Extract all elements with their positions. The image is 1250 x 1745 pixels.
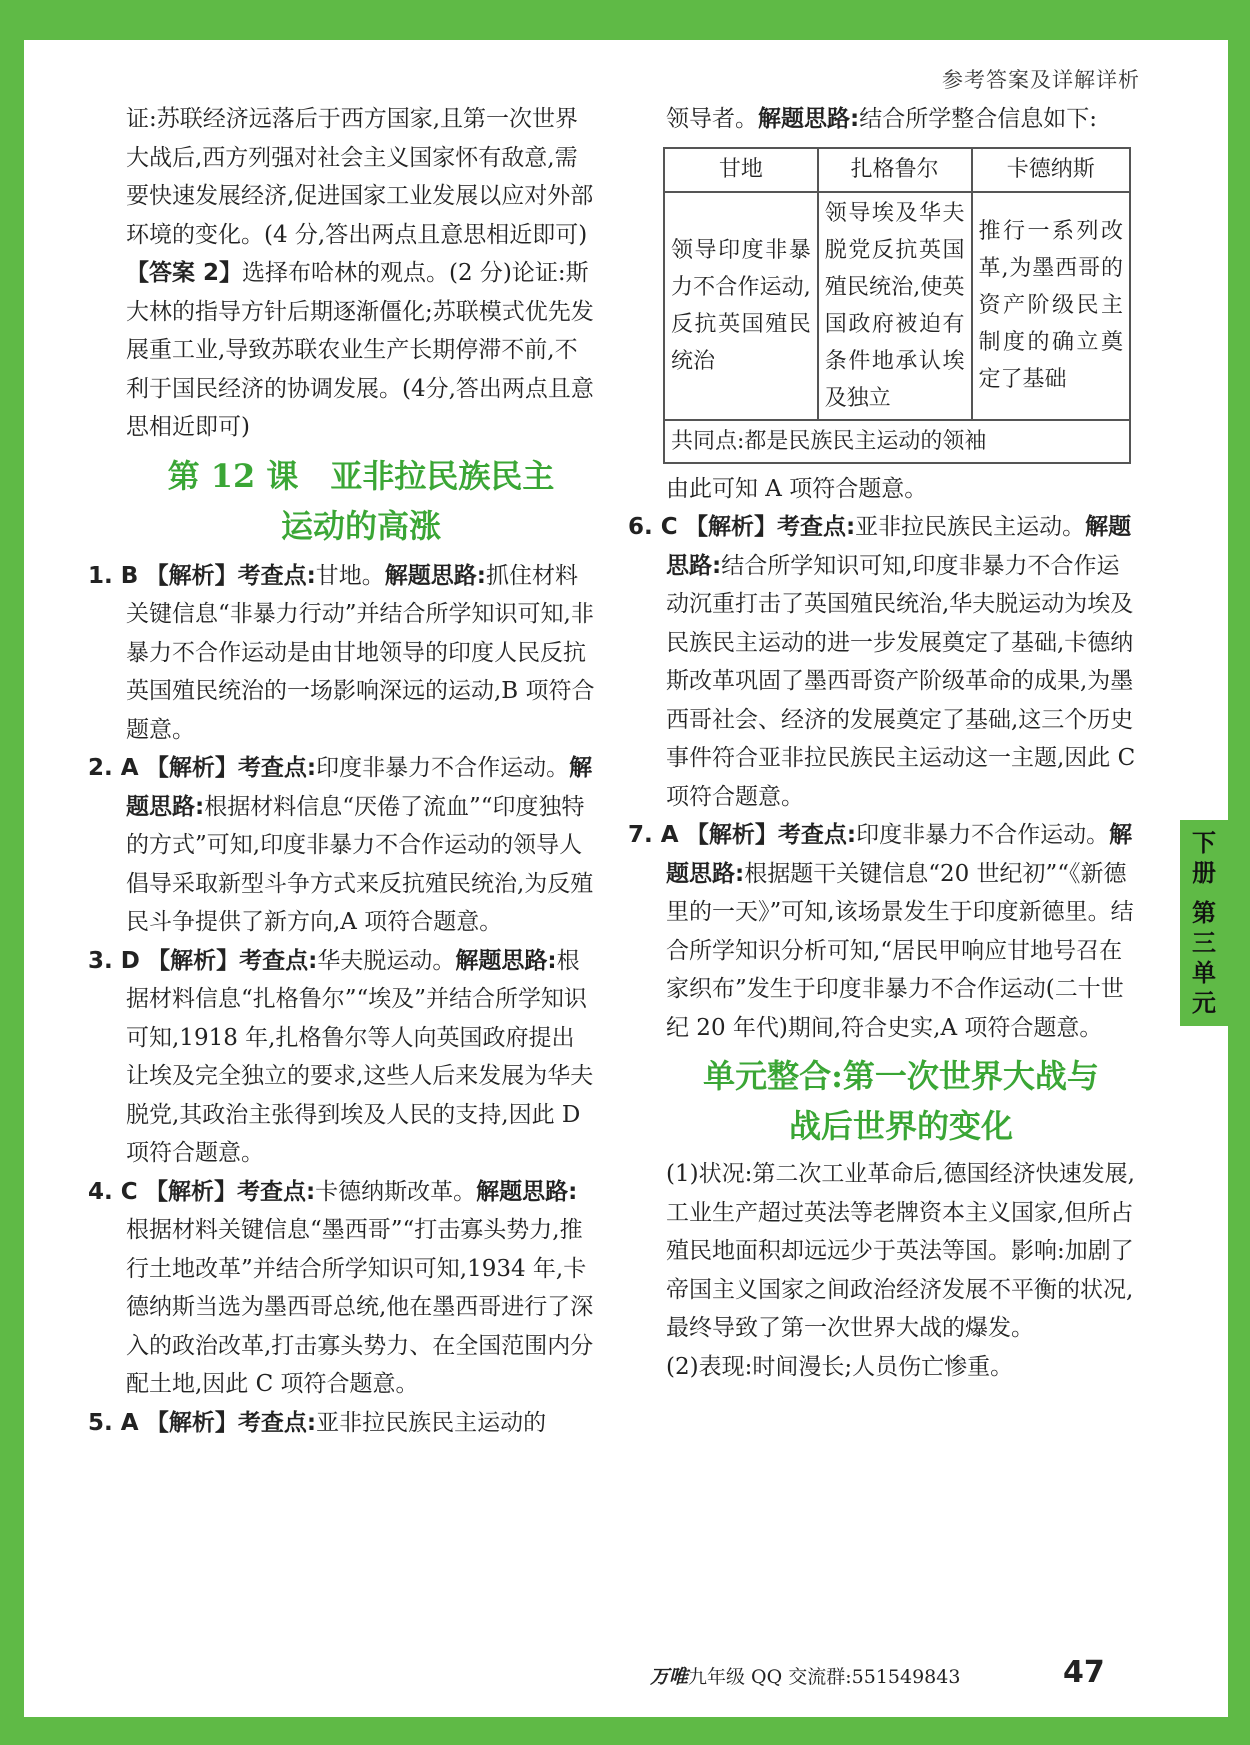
answer-2-tag: 【答案 2】 [126,260,243,286]
answer-2-text: 选择布哈林的观点。(2 分)论证:斯大林的指导方针后期逐渐僵化;苏联模式优先发展重工业,导致苏联农业生产长期停滞不前,不利于国民经济的协调发展。(4分,答出两点且意思相近即可) [126,260,594,440]
item-key: 解题思路: [666,822,1133,887]
paragraph-continued: 证:苏联经济远落后于西方国家,且第一次世界大战后,西方列强对社会主义国家怀有敌意,需要快速发展经济,促进国家工业发展以应对外部环境的变化。(4 分,答出两点且意思相近即可) [126,106,594,248]
item-number: 7. A [628,822,679,848]
item-number: 4. C [88,1178,138,1205]
volume-label: 下 册 [1192,829,1216,887]
item-tag: 【解析】 [144,1178,237,1205]
table-header: 扎格鲁尔 [818,148,972,192]
item-key: 考查点: [239,947,318,974]
answer-item-6 [628,508,1136,816]
item-text: 结合所学整合信息如下: [859,106,1097,132]
table-header-row [664,148,1130,192]
section-title-line2: 战后世界的变化 [788,1107,1013,1145]
table-header: 甘地 [664,148,818,192]
table-common-cell: 共同点:都是民族民主运动的领袖 [664,420,1130,463]
brand-logo: 万唯 [650,1666,689,1688]
item-key: 考查点: [237,1409,317,1436]
item-key: 考查点: [237,562,316,589]
item-text: 根据材料信息“扎格鲁尔”“埃及”并结合所学知识可知,1918 年,扎格鲁尔等人向英国政府提出让埃及完全独立的要求,这些人后来发展为华夫脱党,其政治主张得到埃及人民的支持,因此 D 项符合题意。 [126,947,594,1166]
item-tag: 【解析】 [147,947,240,974]
item-tag: 【解析】 [684,514,777,540]
after-table-text: 由此可知 A 项符合题意。 [666,475,928,502]
answer-item-3 [88,942,596,1173]
green-frame-right [1228,0,1250,1745]
item-text: 印度非暴力不合作运动。 [856,822,1110,848]
green-frame-bottom [0,1717,1250,1745]
item-text: 印度非暴力不合作运动。 [316,755,570,781]
section-answer-1: (1)状况:第二次工业革命后,德国经济快速发展,工业生产超过英法等老牌资本主义国家,但所占殖民地面积却远远少于英法等国。影响:加剧了帝国主义国家之间政治经济发展不平衡的状况,最终导致了第一次世界大战的爆发。 [666,1161,1135,1341]
item-text: 根据材料关键信息“墨西哥”“打击寡头势力,推行土地改革”并结合所学知识可知,1934 年,卡德纳斯当选为墨西哥总统,他在墨西哥进行了深入的政治改革,打击寡头势力、在全国范围内分配土地,因此 C 项符合题意。 [126,1217,594,1397]
answer-item-7 [628,816,1136,1047]
item-key: 解题思路: [384,562,486,589]
lesson-title-line1: 第 12 课 亚非拉民族民主 [167,456,555,495]
table-cell: 领导印度非暴力不合作运动,反抗英国殖民统治 [664,192,818,420]
answer-item-4 [88,1173,596,1404]
item-key: 考查点: [237,755,317,781]
table-cell: 推行一系列改革,为墨西哥的资产阶级民主制度的确立奠定了基础 [972,192,1130,420]
item-key: 考查点: [776,514,856,540]
item-number: 1. B [88,562,139,589]
answer-item-1 [88,557,596,750]
table-header: 卡德纳斯 [972,148,1130,192]
item-text: 亚非拉民族民主运动。 [855,514,1086,540]
running-head: 参考答案及详解详析 [942,68,1140,92]
item-5-continued [666,100,1136,139]
item-number: 5. A [88,1409,139,1436]
item-number: 2. A [88,755,139,781]
volume-unit-tab [1180,820,1228,1026]
unit-label: 第 三 单 元 [1192,899,1216,1017]
table-row [664,192,1130,420]
page-number: 47 [1063,1655,1105,1690]
answer-item-5 [88,1404,596,1443]
item-key: 解题思路: [476,1178,578,1205]
item-text: 根据题干关键信息“20 世纪初”“《新德里的一天》”可知,该场景发生于印度新德里。结合所学知识分析可知,“居民甲响应甘地号召在家织布”发生于印度非暴力不合作运动(二十世纪 20 年代)期间,符合史实,A 项符合题意。 [666,860,1134,1041]
footer [650,1662,960,1689]
item-number: 6. C [628,514,678,540]
comparison-table [663,147,1131,464]
table-row [664,420,1130,463]
table-cell: 领导埃及华夫脱党反抗英国殖民统治,使英国政府被迫有条件地承认埃及独立 [818,192,972,420]
item-key: 解题思路: [666,514,1132,579]
answer-item-2 [88,749,596,942]
item-tag: 【解析】 [685,822,778,848]
item-text: 结合所学知识可知,印度非暴力不合作运动沉重打击了英国殖民统治,华夫脱运动为埃及民族民主运动的进一步发展奠定了基础,卡德纳斯改革巩固了墨西哥资产阶级革命的成果,为墨西哥社会、经济的发展奠定了基础,这三个历史事件符合亚非拉民族民主运动这一主题,因此 C 项符合题意。 [666,552,1136,810]
answer-2 [126,254,596,447]
left-column [88,100,596,1442]
right-column [628,100,1136,1386]
item-tag: 【解析】 [145,755,238,781]
section-title [666,1051,1136,1151]
item-key: 考查点: [777,822,857,848]
footer-text: 九年级 QQ 交流群:551549843 [688,1666,961,1688]
green-frame-top [0,0,1250,40]
item-tag: 【解析】 [145,1409,238,1436]
item-text: 卡德纳斯改革。 [315,1178,477,1205]
item-text: 领导者。 [666,106,758,132]
item-text: 抓住材料关键信息“非暴力行动”并结合所学知识可知,非暴力不合作运动是由甘地领导的印度人民反抗英国殖民统治的一场影响深远的运动,B 项符合题意。 [126,562,595,743]
item-text: 根据材料信息“厌倦了流血”“印度独特的方式”可知,印度非暴力不合作运动的领导人倡导采取新型斗争方式来反抗殖民统治,为反殖民斗争提供了新方向,A 项符合题意。 [126,793,594,935]
lesson-title-line2: 运动的高涨 [280,506,441,545]
item-text: 甘地。 [315,562,385,589]
item-key: 解题思路: [126,755,593,820]
section-answer-2: (2)表现:时间漫长;人员伤亡惨重。 [666,1353,1014,1380]
item-key: 解题思路: [455,947,557,974]
green-frame-left [0,0,24,1745]
item-text: 亚非拉民族民主运动的 [316,1409,547,1436]
item-key: 考查点: [236,1178,316,1205]
item-number: 3. D [88,947,140,974]
section-title-line1: 单元整合:第一次世界大战与 [703,1057,1099,1095]
item-text: 华夫脱运动。 [317,947,456,974]
item-tag: 【解析】 [145,562,238,589]
item-key: 解题思路: [758,106,860,132]
lesson-title [126,451,596,551]
